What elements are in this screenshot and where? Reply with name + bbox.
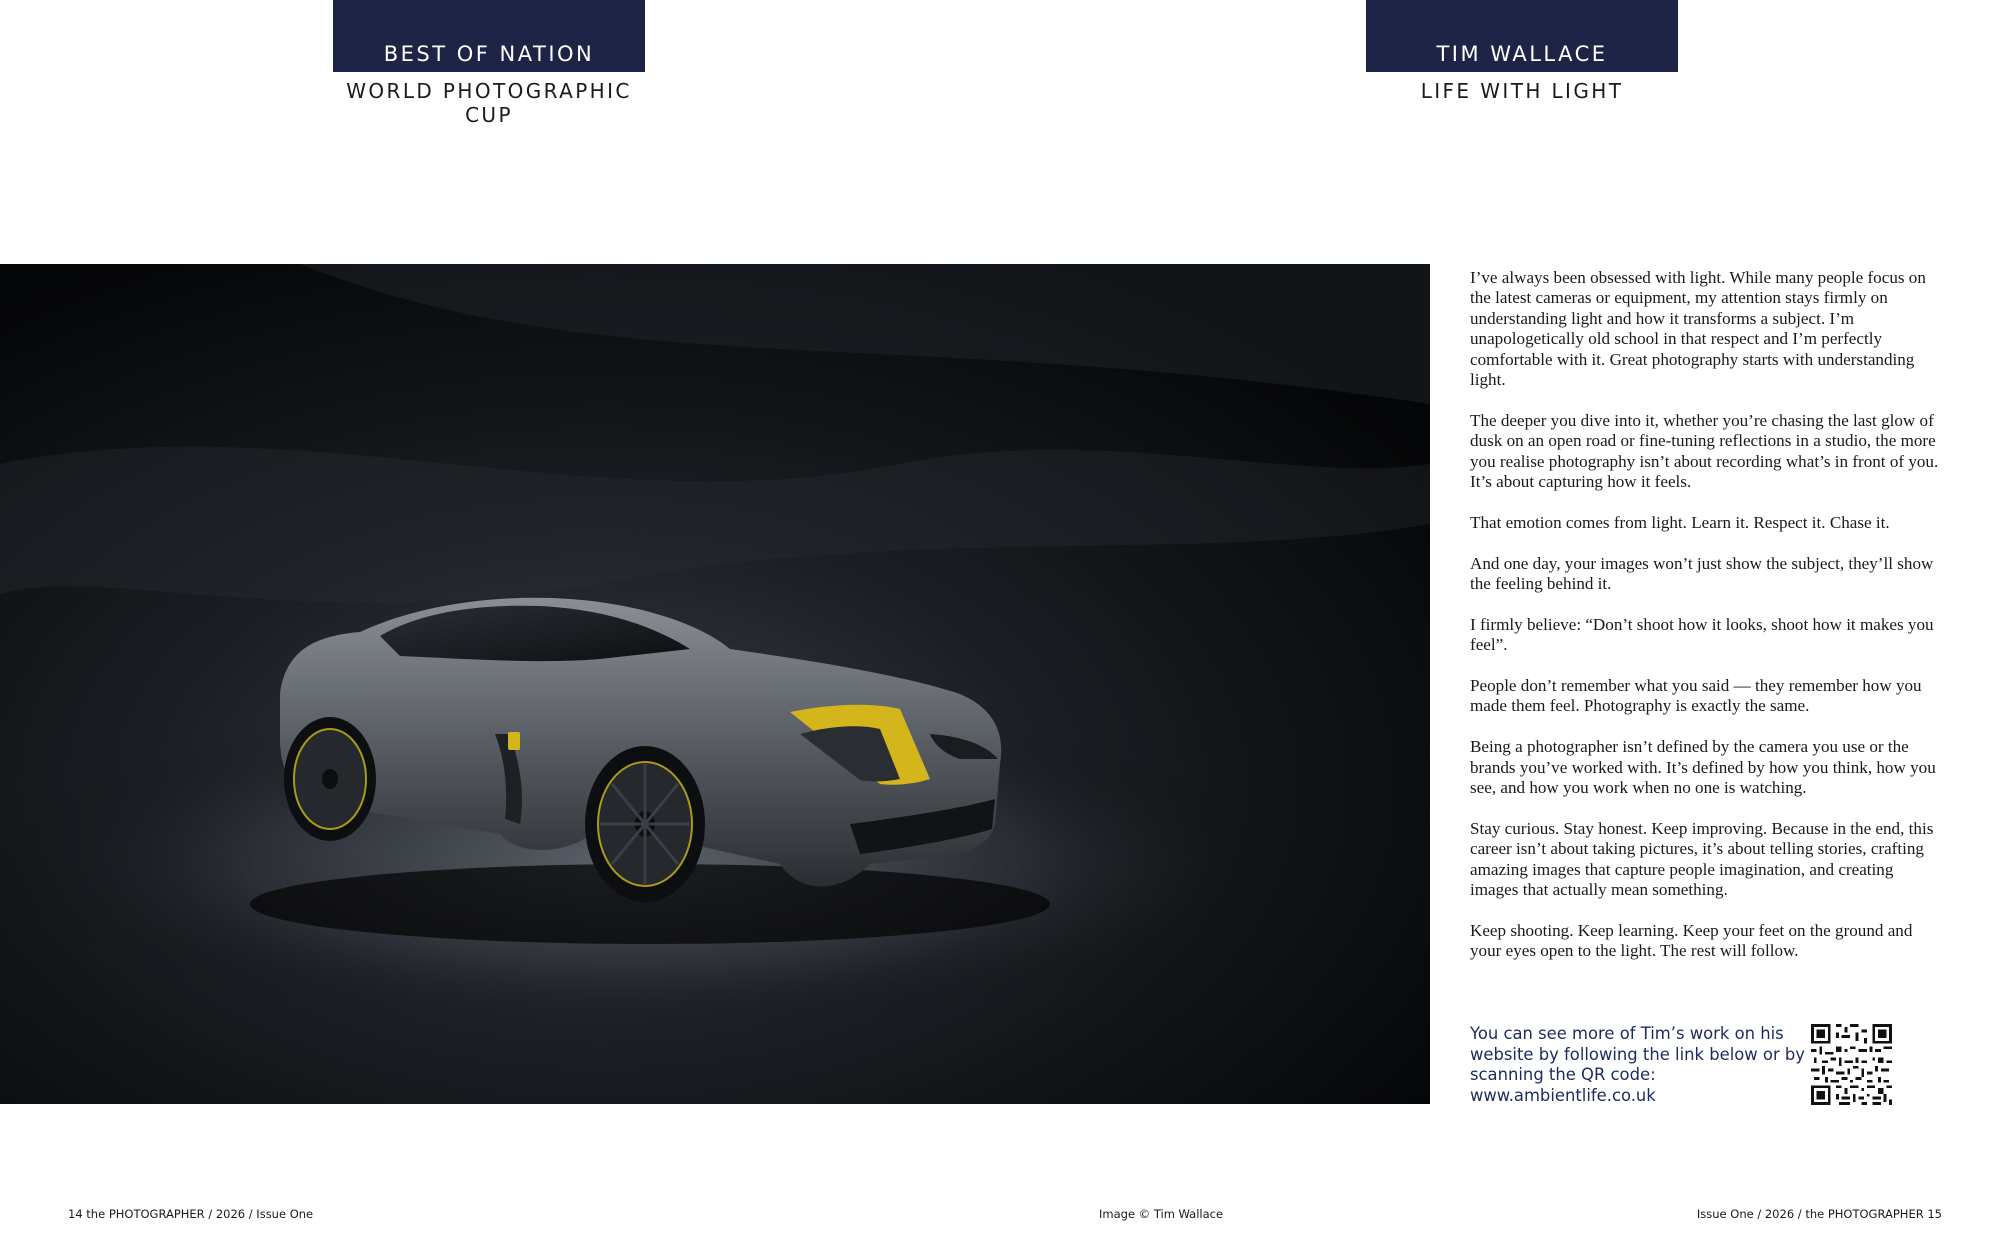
article-paragraph: Being a photographer isn’t defined by the camera you use or the brands you’ve worked with. It’s defined by how you think, how you see, and how you work when no one is watching. [1470,737,1936,798]
car-photograph [0,264,1430,1104]
article-paragraph: I firmly believe: “Don’t shoot how it looks, shoot how it makes you feel”. [1470,614,1934,655]
article-paragraph: And one day, your images won’t just show the subject, they’ll show the feeling behind it. [1470,553,1934,594]
article-paragraph: I’ve always been obsessed with light. While many people focus on the latest cameras or equipment, my attention stays firmly on understanding light and how it transforms a subject. I’m unapologetically old school in that respect and I’m perfectly comfortable with it. Great photography starts with understanding light. [1470,268,1926,390]
section-tab-best-of-nation [333,0,645,72]
page-footer-right: Issue One / 2026 / the PHOTOGRAPHER 15 [1696,1207,1942,1221]
article-paragraph: The deeper you dive into it, whether you’re chasing the last glow of dusk on an open road or fine-tuning reflections in a studio, the more you realise photography isn’t about recording what’s in front of you. It’s about capturing how it feels. [1470,410,1939,492]
article-paragraph: Stay curious. Stay honest. Keep improving. Because in the end, this career isn’t about taking pictures, it’s about telling stories, crafting amazing images that capture people imagination, and creating images that actually mean something. [1470,818,1934,900]
article-paragraph: People don’t remember what you said — they remember how you made them feel. Photography is exactly the same. [1470,676,1922,716]
section-tab-photographer [1366,0,1678,72]
promo-line: scanning the QR code: [1470,1065,1656,1085]
website-link[interactable]: www.ambientlife.co.uk [1470,1085,1656,1105]
image-credit: Image © Tim Wallace [1099,1207,1224,1221]
article-body [1470,268,1945,982]
website-promo [1470,1024,1805,1106]
article-paragraph: Keep shooting. Keep learning. Keep your feet on the ground and your eyes open to the light. The rest will follow. [1470,920,1913,961]
rear-wheel [284,717,376,841]
promo-line: website by following the link below or by [1470,1044,1805,1064]
section-subtitle-left: WORLD PHOTOGRAPHIC CUP [346,79,632,127]
promo-line: You can see more of Tim’s work on his [1470,1024,1784,1043]
section-tab-label: BEST OF NATION [383,42,595,66]
qr-code[interactable] [1811,1024,1892,1105]
front-wheel [585,746,705,902]
section-tab-label: TIM WALLACE [1436,42,1608,66]
car-illustration [0,264,1430,1104]
section-subtitle-right: LIFE WITH LIGHT [1420,79,1624,103]
article-paragraph: That emotion comes from light. Learn it. Respect it. Chase it. [1470,512,1890,532]
page-footer-left: 14 the PHOTOGRAPHER / 2026 / Issue One [68,1207,314,1221]
